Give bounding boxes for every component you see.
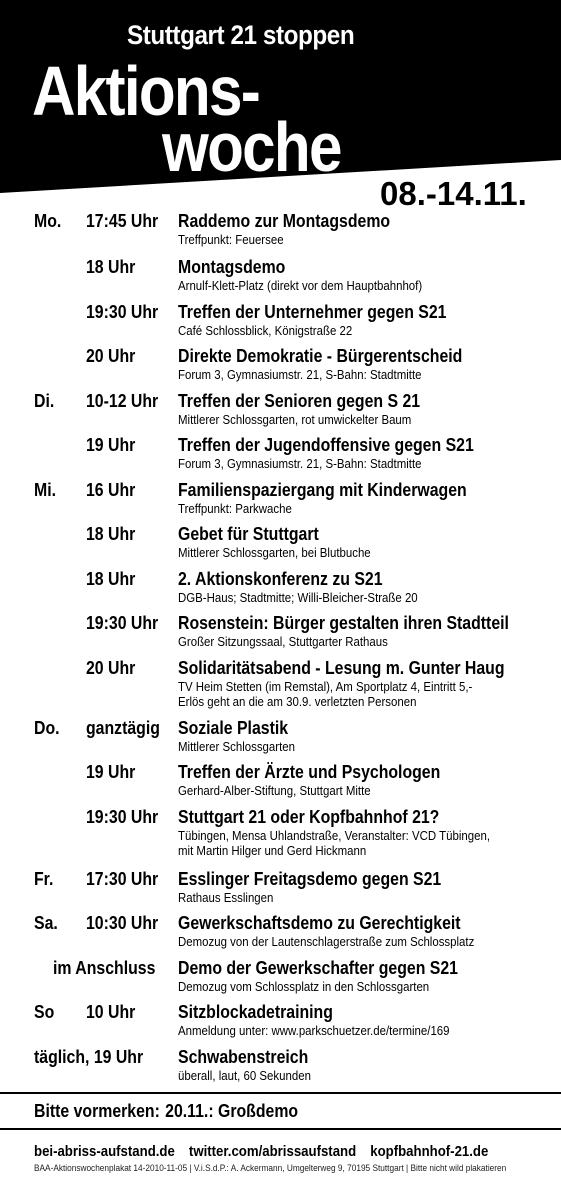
event-day: Mo. bbox=[34, 211, 62, 231]
event-day: Di. bbox=[34, 391, 55, 411]
event-title: Gewerkschaftsdemo zu Gerechtigkeit bbox=[178, 913, 461, 933]
footer-link-bei-abriss-aufstand[interactable]: bei-abriss-aufstand.de bbox=[34, 1143, 175, 1160]
event-time: 10 Uhr bbox=[86, 1002, 136, 1022]
event-time: im Anschluss bbox=[53, 958, 156, 978]
event-title: Sitzblockadetraining bbox=[178, 1002, 333, 1022]
event-location: Rathaus Esslingen bbox=[178, 890, 274, 905]
subtitle: Stuttgart 21 stoppen bbox=[127, 20, 355, 50]
event-title: Esslinger Freitagsdemo gegen S21 bbox=[178, 869, 442, 889]
divider-top bbox=[0, 1092, 561, 1094]
event-location: Gerhard-Alber-Stiftung, Stuttgart Mitte bbox=[178, 783, 371, 798]
event-title: Treffen der Senioren gegen S 21 bbox=[178, 391, 421, 411]
event-time: 17:30 Uhr bbox=[86, 869, 159, 889]
footer-link-twitter[interactable]: twitter.com/abrissaufstand bbox=[188, 1143, 357, 1160]
event-time: 19:30 Uhr bbox=[86, 613, 159, 633]
event-title: Raddemo zur Montagsdemo bbox=[178, 211, 391, 231]
event-time: 17:45 Uhr bbox=[86, 211, 159, 231]
event-location: Demozug von der Lautenschlagerstraße zum Schlossplatz bbox=[178, 934, 475, 949]
footer-link-kopfbahnhof[interactable]: kopfbahnhof-21.de bbox=[370, 1143, 489, 1160]
reminder-value: 20.11.: Großdemo bbox=[165, 1101, 299, 1121]
event-day: So bbox=[34, 1002, 55, 1022]
event-day: Mi. bbox=[34, 480, 56, 500]
event-location: Mittlerer Schlossgarten, bei Blutbuche bbox=[178, 545, 371, 560]
event-time: 18 Uhr bbox=[86, 524, 136, 544]
header-banner bbox=[0, 0, 561, 195]
title-line-2: woche bbox=[162, 108, 341, 186]
event-time: 18 Uhr bbox=[86, 569, 136, 589]
event-location: Café Schlossblick, Königstraße 22 bbox=[178, 323, 353, 338]
event-title: Treffen der Jugendoffensive gegen S21 bbox=[178, 435, 474, 455]
event-location: DGB-Haus; Stadtmitte; Willi-Bleicher-Straße 20 bbox=[178, 590, 418, 605]
event-time: 18 Uhr bbox=[86, 257, 136, 277]
event-title: Gebet für Stuttgart bbox=[178, 524, 319, 544]
event-title: Treffen der Ärzte und Psychologen bbox=[178, 762, 441, 782]
event-location: Mittlerer Schlossgarten, rot umwickelter Baum bbox=[178, 412, 412, 427]
event-day: Do. bbox=[34, 718, 60, 738]
event-title: Solidaritätsabend - Lesung m. Gunter Haug bbox=[178, 658, 505, 678]
event-title: Direkte Demokratie - Bürgerentscheid bbox=[178, 346, 463, 366]
event-day: täglich, 19 Uhr bbox=[34, 1047, 144, 1067]
event-time: 19:30 Uhr bbox=[86, 807, 159, 827]
event-time: 20 Uhr bbox=[86, 658, 136, 678]
event-location: Treffpunkt: Parkwache bbox=[178, 501, 292, 516]
event-location: Demozug vom Schlossplatz in den Schlossgarten bbox=[178, 979, 430, 994]
imprint: BAA-Aktionswochenplakat 14-2010-11-05 | V.i.S.d.P.: A. Ackermann, Umgelterweg 9, 70195 Stuttgart | Bitte nicht wild plakatieren bbox=[34, 1163, 507, 1173]
reminder bbox=[34, 1100, 298, 1122]
event-location: Arnulf-Klett-Platz (direkt vor dem Hauptbahnhof) bbox=[178, 278, 423, 293]
event-title: Treffen der Unternehmer gegen S21 bbox=[178, 302, 447, 322]
event-time: ganztägig bbox=[86, 718, 160, 738]
event-time: 10:30 Uhr bbox=[86, 913, 159, 933]
date-range: 08.-14.11. bbox=[380, 175, 527, 212]
event-location: TV Heim Stetten (im Remstal), Am Sportplatz 4, Eintritt 5,- Erlös geht an die am 30.9. verletzten Personen bbox=[178, 679, 473, 709]
event-location: Anmeldung unter: www.parkschuetzer.de/termine/169 bbox=[178, 1023, 450, 1038]
event-title: Familienspaziergang mit Kinderwagen bbox=[178, 480, 467, 500]
event-title: 2. Aktionskonferenz zu S21 bbox=[178, 569, 383, 589]
event-location: Forum 3, Gymnasiumstr. 21, S-Bahn: Stadtmitte bbox=[178, 456, 422, 471]
event-time: 20 Uhr bbox=[86, 346, 136, 366]
event-time: 19 Uhr bbox=[86, 762, 136, 782]
event-location: Großer Sitzungssaal, Stuttgarter Rathaus bbox=[178, 634, 388, 649]
event-location: Mittlerer Schlossgarten bbox=[178, 739, 295, 754]
event-title: Stuttgart 21 oder Kopfbahnhof 21? bbox=[178, 807, 440, 827]
event-time: 10-12 Uhr bbox=[86, 391, 159, 411]
event-title: Demo der Gewerkschafter gegen S21 bbox=[178, 958, 458, 978]
event-location: Tübingen, Mensa Uhlandstraße, Veranstalter: VCD Tübingen, mit Martin Hilger und Gerd Hickmann bbox=[178, 828, 491, 858]
event-title: Montagsdemo bbox=[178, 257, 286, 277]
title-line-1: Aktions- bbox=[32, 52, 260, 130]
event-time: 19:30 Uhr bbox=[86, 302, 159, 322]
event-location: Forum 3, Gymnasiumstr. 21, S-Bahn: Stadtmitte bbox=[178, 367, 422, 382]
event-title: Soziale Plastik bbox=[178, 718, 289, 738]
event-location: überall, laut, 60 Sekunden bbox=[178, 1068, 311, 1083]
event-day: Sa. bbox=[34, 913, 58, 933]
divider-bottom bbox=[0, 1128, 561, 1130]
footer-links bbox=[34, 1143, 502, 1161]
event-title: Schwabenstreich bbox=[178, 1047, 309, 1067]
event-time: 19 Uhr bbox=[86, 435, 136, 455]
event-title: Rosenstein: Bürger gestalten ihren Stadtteil bbox=[178, 613, 509, 633]
reminder-label: Bitte vormerken: bbox=[34, 1101, 160, 1121]
event-location: Treffpunkt: Feuersee bbox=[178, 232, 284, 247]
event-day: Fr. bbox=[34, 869, 54, 889]
event-time: 16 Uhr bbox=[86, 480, 136, 500]
